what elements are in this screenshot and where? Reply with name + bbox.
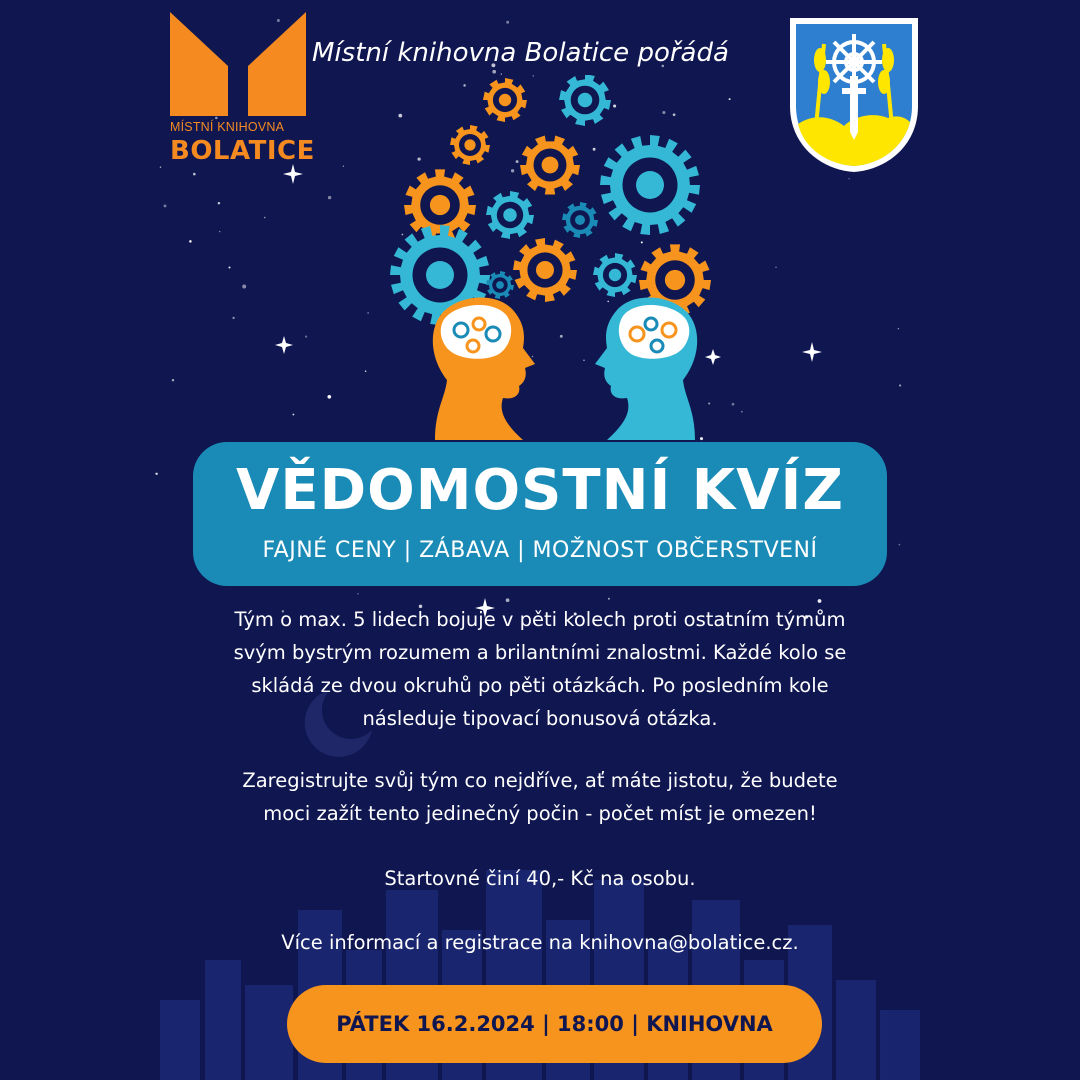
description-paragraph-2 [160,764,920,830]
star-dot [506,21,509,24]
gear-icon [520,136,580,195]
star-dot [343,166,344,167]
star-dot [189,240,192,243]
event-subtitle: FAJNÉ CENY | ZÁBAVA | MOŽNOST OBČERSTVENÍ [262,538,818,563]
title-banner [193,442,887,586]
description-line: skládá ze dvou okruhů po pěti otázkách. Po posledním kole [251,674,829,697]
star-dot [242,285,246,289]
star-dot [172,379,174,381]
star-dot [160,166,162,168]
star-dot [357,593,358,594]
star-dot [155,473,157,475]
star-dot [741,411,743,413]
star-dot [898,328,899,329]
description-paragraph-1 [160,603,920,735]
star-dot [899,384,901,386]
contact-text: Více informací a registrace na knihovna@bolatice.cz. [281,931,799,954]
head-profile-icon [595,297,697,440]
logo-subtitle: MÍSTNÍ KNIHOVNA [170,120,285,134]
date-time-location: PÁTEK 16.2.2024 | 18:00 | KNIHOVNA [336,1012,773,1036]
gear-icon [483,78,527,122]
star-dot [365,370,367,372]
gear-icon [486,191,534,239]
star-dot [292,414,294,416]
star-dot [228,266,230,268]
star-dot [506,598,510,602]
library-logo-icon [170,12,306,116]
date-pill [287,985,822,1063]
star-dot [232,317,234,319]
organizer-text: Místní knihovna Bolatice pořádá [312,38,729,68]
star-dot [327,395,331,399]
star-dot [264,217,266,219]
gear-icon [559,75,611,126]
star-dot [492,70,496,74]
gear-icon [562,202,598,238]
head-profiles [395,290,735,450]
star-dot [899,544,901,546]
description-line: následuje tipovací bonusová otázka. [362,707,718,730]
star-dot [193,173,196,176]
star-dot [164,204,167,207]
description-line: Tým o max. 5 lidech bojuje v pěti kolech proti ostatním týmům [234,608,846,631]
event-title: VĚDOMOSTNÍ KVÍZ [236,458,844,523]
library-logo [170,12,315,172]
entry-fee [160,862,920,895]
head-profile-icon [433,297,535,440]
star-dot [219,231,220,232]
star-dot [218,202,220,204]
description-line: Zaregistrujte svůj tým co nejdříve, ať máte jistotu, že budete [242,769,838,792]
star-dot [305,336,307,338]
star-dot [328,196,331,199]
gears-icon [370,75,730,325]
gear-icon [600,135,700,235]
star-dot [848,178,849,179]
description-line: moci zažít tento jedinečný počin - počet míst je omezen! [263,802,817,825]
star-dot [367,312,368,313]
star-icon [275,336,293,354]
description-line: svým bystrým rozumem a brilantními znalostmi. Každé kolo se [233,641,847,664]
star-icon [802,342,822,362]
contact-info [160,926,920,959]
coat-of-arms-icon [786,14,922,174]
star-dot [608,598,610,600]
star-dot [775,267,776,268]
gear-icon [450,125,490,165]
entry-fee-text: Startovné činí 40,- Kč na osobu. [384,867,696,890]
logo-title: BOLATICE [170,136,315,166]
